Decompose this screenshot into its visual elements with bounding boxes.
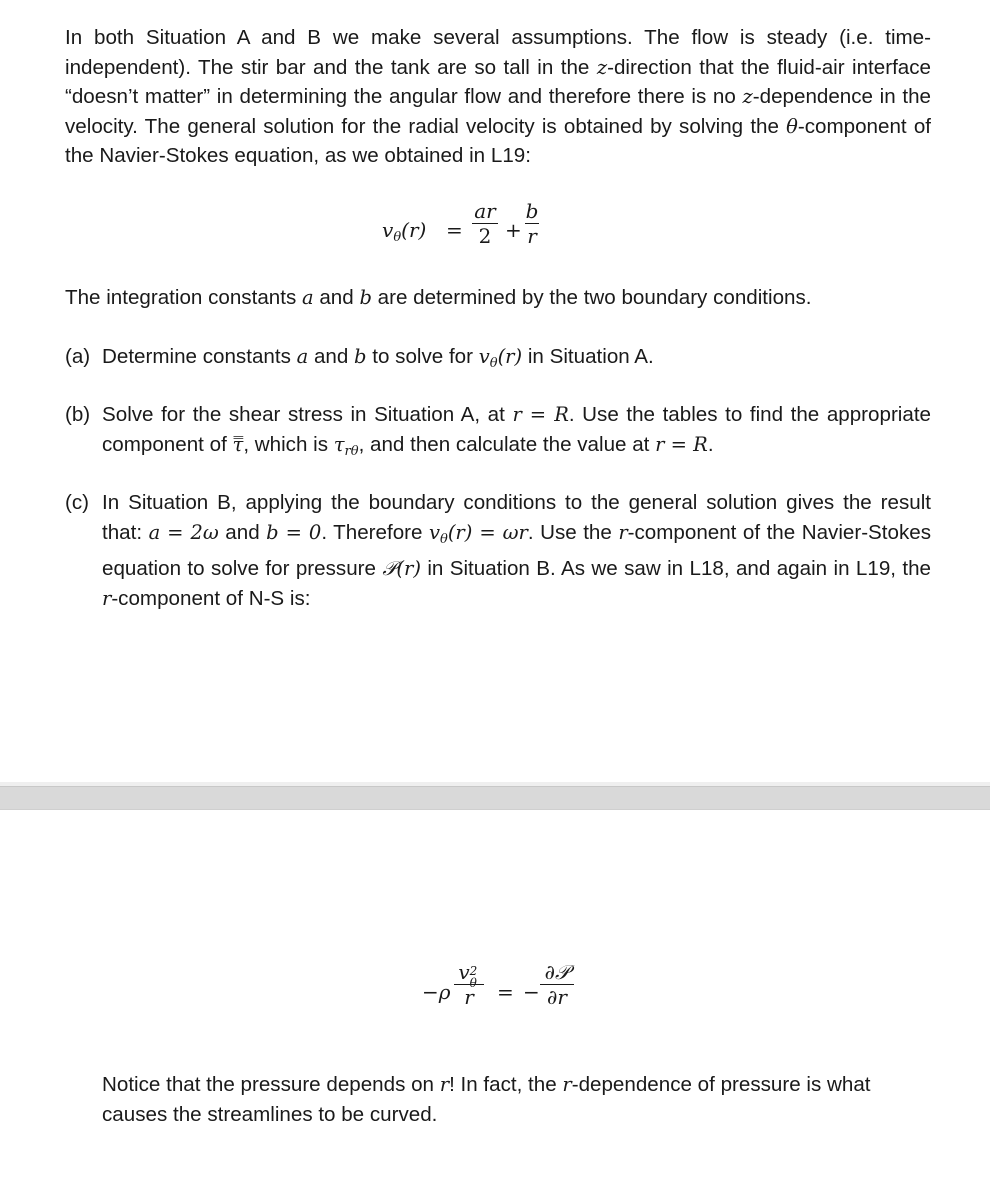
fraction-v-squared-over-r: v 2 θ r bbox=[452, 960, 486, 1009]
part-c-text: In Situation B, applying the boundary conditions to the general solution gives the result that: a = 2ω and b = 0. Therefore $v_\theta(r) = \omega r$. Use the r-component of the Navier-Stokes equation to solve for pressure 𝒫(r) in Situation B. As we saw in L18, and again in L19, the r-component of N-S is: bbox=[102, 491, 932, 610]
part-a-text: Determine constants a and b to solve for $v_\theta(r)$ in Situation A. bbox=[102, 345, 654, 371]
part-b-text: Solve for the shear stress in Situation A, at r = R. Use the tables to find the appropriate component of τ̿, which is $\tau_{r\theta}$, and then calculate the value at r = R. bbox=[102, 403, 932, 459]
page-divider bbox=[0, 786, 990, 810]
integration-constants-text: The integration constants a and b are determined by the two boundary conditions. bbox=[65, 286, 812, 309]
fraction-b-over-r: b r bbox=[525, 199, 539, 249]
fraction-dP-over-dr: ∂𝒫 ∂r bbox=[538, 960, 576, 1009]
notice-paragraph: Notice that the pressure depends on r! In fact, the r-dependence of pressure is what causes the streamlines to be curved. bbox=[102, 1073, 871, 1126]
fraction-ar-over-2: ar 2 bbox=[470, 199, 500, 248]
part-b-label: (b) bbox=[65, 403, 91, 426]
part-c-label: (c) bbox=[65, 491, 90, 514]
intro-paragraph: In both Situation A and B we make several assumptions. The flow is steady (i.e. time-independent). The stir bar and the tank are so tall in the z-direction that the fluid-air interface “doesn’t matter” in determining the angular flow and therefore there is no z-dependence in the velocity. The general solution for the radial velocity is obtained by solving the θ-component of the Navier-Stokes equation, as we obtained in L19: bbox=[65, 26, 932, 167]
part-a-label: (a) bbox=[65, 345, 91, 368]
